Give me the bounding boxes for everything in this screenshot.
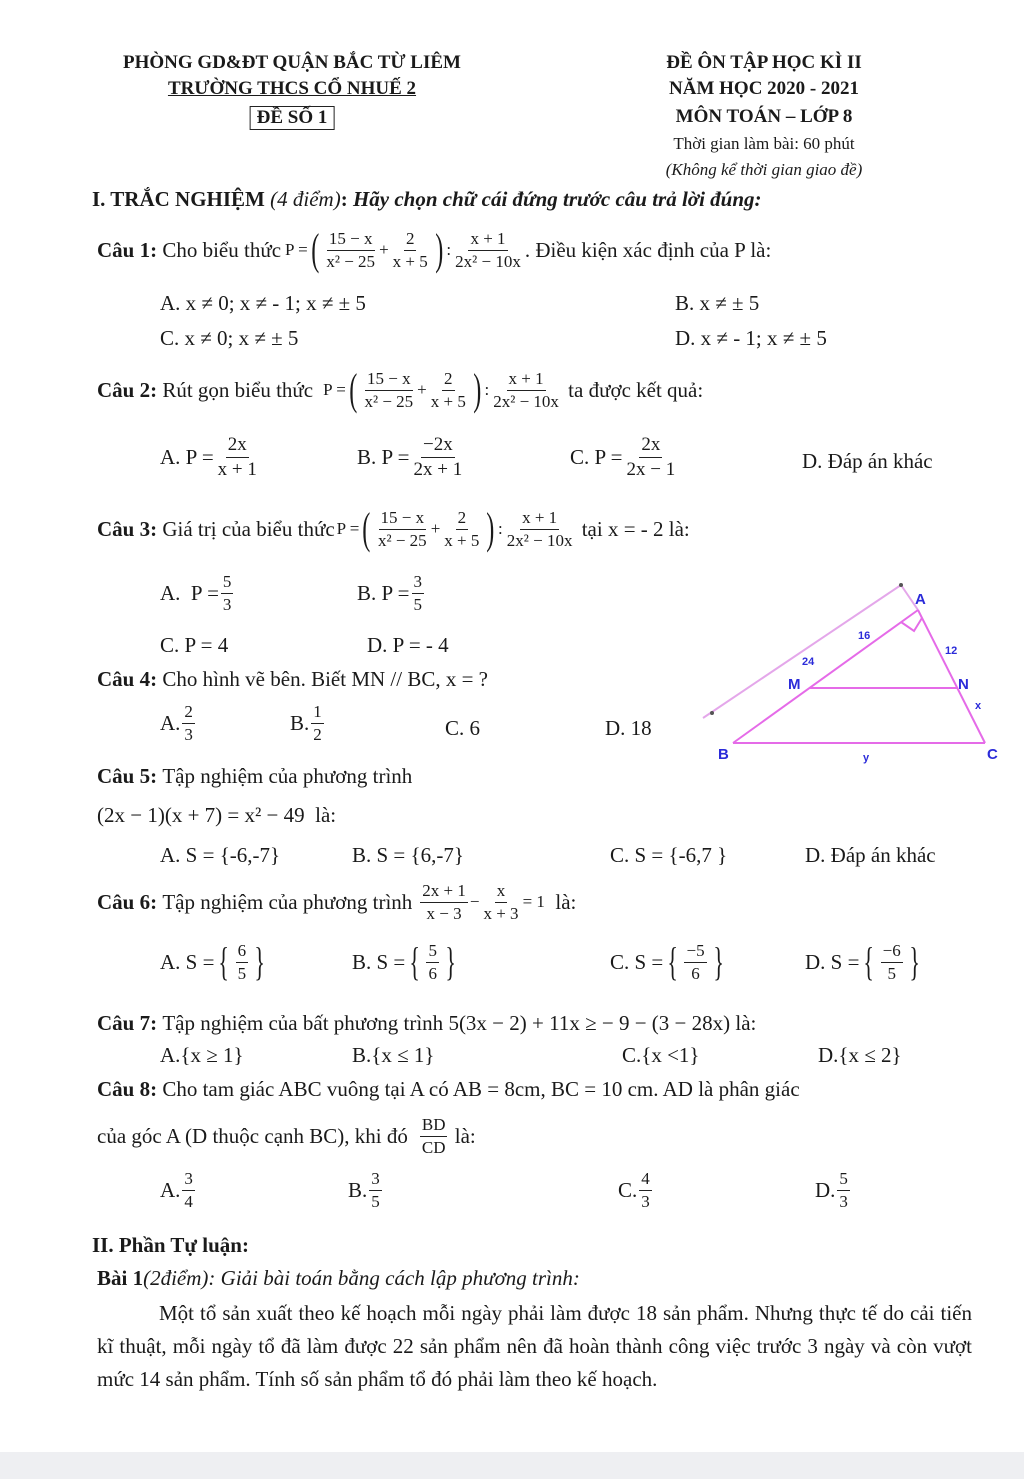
question-5: Câu 5: Tập nghiệm của phương trình xyxy=(97,764,413,788)
time-note: (Không kể thời gian giao đề) xyxy=(665,160,863,179)
q4-option-c[interactable]: C. 6 xyxy=(445,716,481,740)
q6-option-a[interactable]: A. S = { $\frac{6}{5}$ } xyxy=(160,939,266,985)
q4-option-d[interactable]: D. 18 xyxy=(605,716,652,740)
label-a: A xyxy=(915,591,926,608)
q1-option-d[interactable]: D. x ≠ - 1; x ≠ ± 5 xyxy=(675,326,827,350)
exam-number-box: ĐỀ SỐ 1 xyxy=(250,106,335,130)
question-4: Câu 4: Cho hình vẽ bên. Biết MN // BC, x = ? xyxy=(97,667,489,691)
q3-option-a[interactable]: A. P = $\frac{5}{3}$ xyxy=(160,572,232,614)
q5-option-d[interactable]: D. Đáp án khác xyxy=(805,843,936,867)
side-ab xyxy=(733,610,918,743)
q6-option-c[interactable]: C. S = { $\frac{-5}{6}$ } xyxy=(610,939,724,985)
time-limit: Thời gian làm bài: 60 phút xyxy=(673,134,855,153)
q2-option-b[interactable]: B. P = $\frac{-2x}{2x + 1}$ xyxy=(357,434,463,480)
label-n: N xyxy=(958,676,969,693)
ray-extension xyxy=(703,585,901,718)
question-6: Câu 6: Tập nghiệm của phương trình $\frac{2x + 1}{x - 3}$ − $\frac{x}{x + 3}$ = 1 là: xyxy=(97,880,577,923)
label-m: M xyxy=(788,676,801,693)
question-8-line2: của góc A (D thuộc cạnh BC), khi đó $\frac{BD}{CD}$ là: xyxy=(97,1114,476,1157)
question-1: Câu 1: Cho biểu thức P = ( $\frac{15 - x}{\text{x² − 25}}$ + $\frac{2}{x + 5}$ ) : $\frac{x + 1}{\text{2x² − 10x}}$ . Điều kiện xác định của P là: xyxy=(97,225,772,274)
label-12: 12 xyxy=(945,645,958,657)
q8-option-b[interactable]: B. $\frac{3}{5}$ xyxy=(348,1169,380,1211)
label-c: C xyxy=(987,746,998,763)
section-2-title: II. Phần Tự luận: xyxy=(92,1233,249,1257)
label-24: 24 xyxy=(802,656,815,668)
q5-option-a[interactable]: A. S = {-6,-7} xyxy=(160,843,281,867)
q7-option-b[interactable]: B.{x ≤ 1} xyxy=(352,1043,435,1067)
q2-option-c[interactable]: C. P = $\frac{2x}{2x - 1}$ xyxy=(570,434,676,480)
school-name: TRƯỜNG THCS CỔ NHUẾ 2 xyxy=(167,78,417,99)
q8-option-c[interactable]: C. $\frac{4}{3}$ xyxy=(618,1169,650,1211)
q6-option-b[interactable]: B. S = { $\frac{5}{6}$ } xyxy=(352,939,456,985)
department-name: PHÒNG GD&ĐT QUẬN BẮC TỪ LIÊM xyxy=(123,52,461,73)
label-x: x xyxy=(975,700,982,712)
bai-1-body: Một tổ sản xuất theo kế hoạch mỗi ngày phải làm được 18 sản phẩm. Nhưng thực tế do cải tiến kĩ thuật, mỗi ngày tổ đã làm được 22 sản phẩm nên đã hoàn thành công việc trước 3 ngày và còn vượt mức 14 sản phẩm. Tính số sản phẩm tổ đó phải làm theo kế hoạch. xyxy=(97,1301,972,1391)
q2-option-a[interactable]: A. P = $\frac{2x}{x + 1}$ xyxy=(160,434,257,480)
question-3: Câu 3: Giá trị của biểu thức P = ( $\frac{15 - x}{\text{x² − 25}}$ + $\frac{2}{x + 5}$ ) : $\frac{x + 1}{\text{2x² − 10x}}$ tại x = - 2 là: xyxy=(97,504,690,553)
subject: MÔN TOÁN – LỚP 8 xyxy=(675,106,853,127)
label-b: B xyxy=(718,746,729,763)
q5-equation: (2x − 1)(x + 7) = x² − 49 là: xyxy=(97,803,337,827)
q1-option-b[interactable]: B. x ≠ ± 5 xyxy=(675,291,760,315)
q7-option-d[interactable]: D.{x ≤ 2} xyxy=(818,1043,902,1067)
bai-1-heading: Bài 1(2điểm): Giải bài toán bằng cách lập phương trình: xyxy=(97,1266,580,1290)
question-7: Câu 7: Tập nghiệm của bất phương trình 5(3x − 2) + 11x ≥ − 9 − (3 − 28x) là: xyxy=(97,1011,757,1035)
triangle-figure xyxy=(700,578,1010,768)
q8-option-d[interactable]: D. $\frac{5}{3}$ xyxy=(815,1169,848,1211)
q7-option-c[interactable]: C.{x <1} xyxy=(622,1043,700,1067)
q4-option-a[interactable]: A. $\frac{2}{3}$ xyxy=(160,702,193,744)
q2-option-d[interactable]: D. Đáp án khác xyxy=(802,449,933,473)
question-8: Câu 8: Cho tam giác ABC vuông tại A có AB = 8cm, BC = 10 cm. AD là phân giác xyxy=(97,1077,800,1101)
q3-option-c[interactable]: C. P = 4 xyxy=(160,633,229,657)
q6-option-d[interactable]: D. S = { $\frac{-6}{5}$ } xyxy=(805,939,920,985)
point-dot xyxy=(710,711,714,715)
q3-option-d[interactable]: D. P = - 4 xyxy=(367,633,449,657)
q1-option-c[interactable]: C. x ≠ 0; x ≠ ± 5 xyxy=(160,326,299,350)
q8-option-a[interactable]: A. $\frac{3}{4}$ xyxy=(160,1169,193,1211)
q4-option-b[interactable]: B. $\frac{1}{2}$ xyxy=(290,702,322,744)
q5-option-c[interactable]: C. S = {-6,7 } xyxy=(610,843,728,867)
label-16: 16 xyxy=(858,630,871,642)
section-1-title: I. TRẮC NGHIỆM (4 điểm): Hãy chọn chữ cái đứng trước câu trả lời đúng: xyxy=(92,187,762,211)
q3-option-b[interactable]: B. P = $\frac{3}{5}$ xyxy=(357,572,423,614)
question-2: Câu 2: Rút gọn biểu thức P = ( $\frac{15 - x}{\text{x² − 25}}$ + $\frac{2}{x + 5}$ ) : $\frac{x + 1}{\text{2x² − 10x}}$ ta được kết quả: xyxy=(97,365,704,414)
side-ac xyxy=(918,610,985,743)
label-y: y xyxy=(863,752,870,764)
exam-title: ĐỀ ÔN TẬP HỌC KÌ II xyxy=(666,52,862,73)
q1-option-a[interactable]: A. x ≠ 0; x ≠ - 1; x ≠ ± 5 xyxy=(160,291,366,315)
point-dot xyxy=(899,583,903,587)
school-year: NĂM HỌC 2020 - 2021 xyxy=(669,78,859,99)
q7-option-a[interactable]: A.{x ≥ 1} xyxy=(160,1043,244,1067)
q5-option-b[interactable]: B. S = {6,-7} xyxy=(352,843,464,867)
